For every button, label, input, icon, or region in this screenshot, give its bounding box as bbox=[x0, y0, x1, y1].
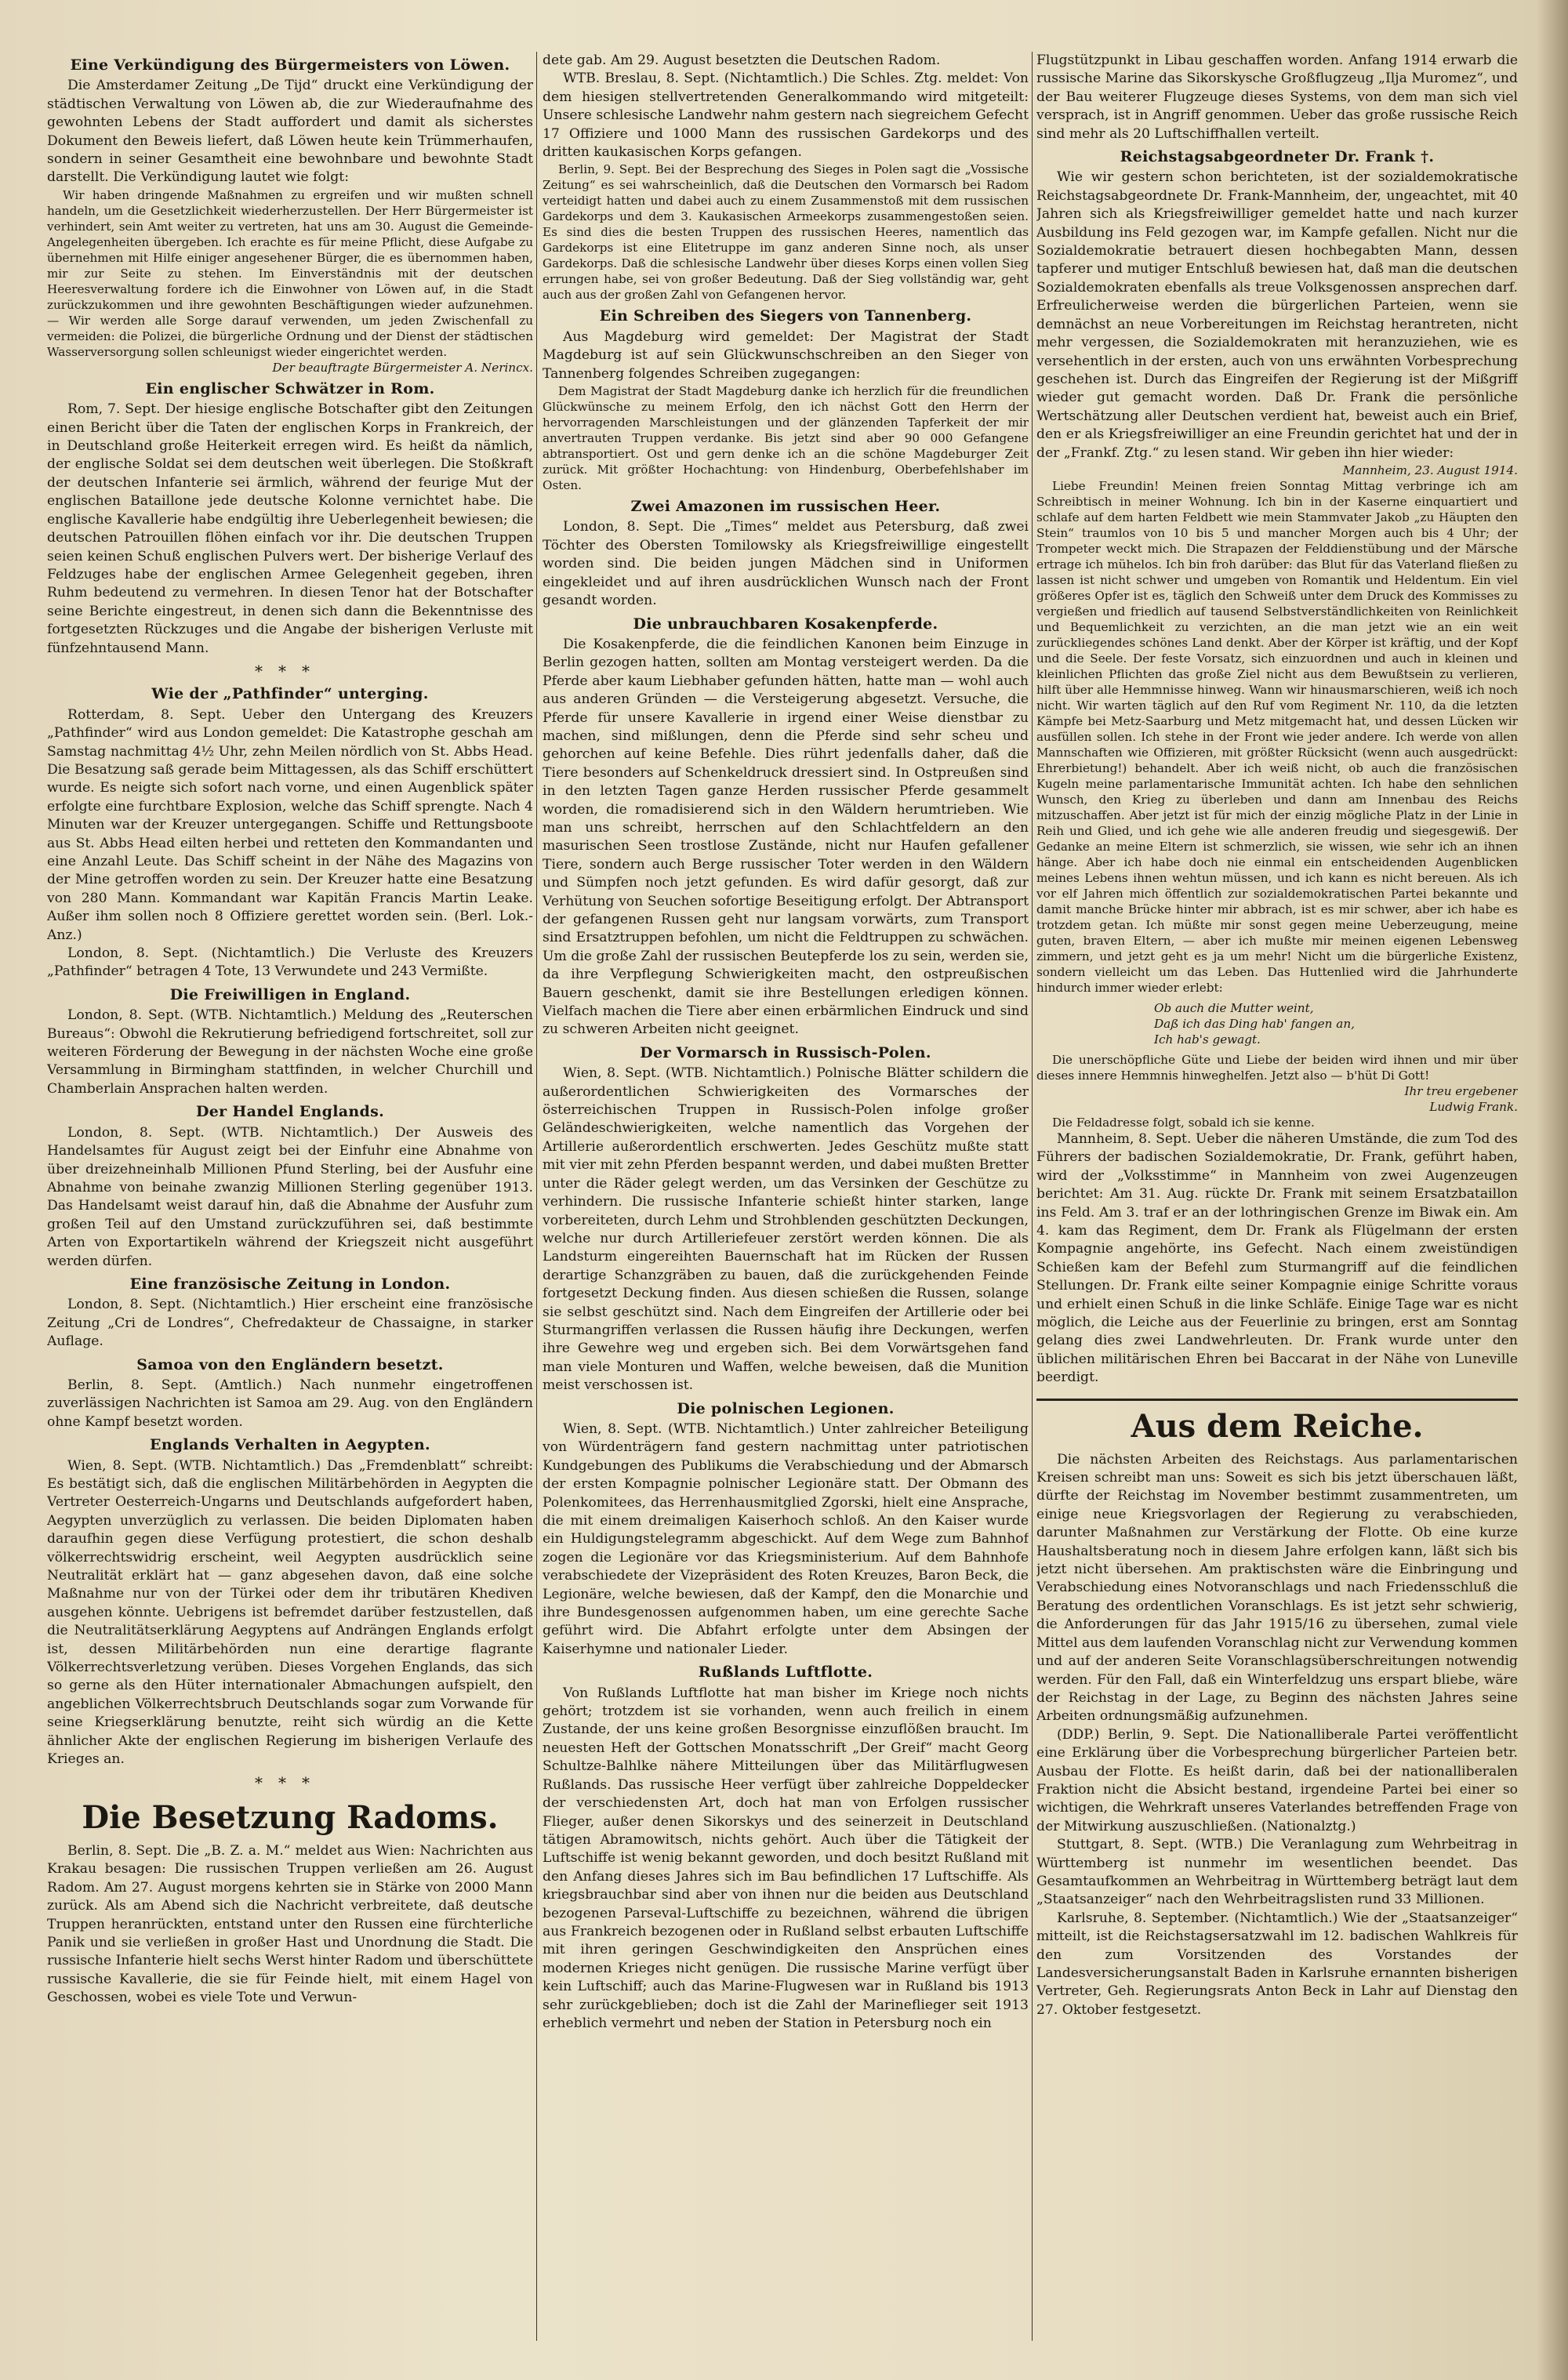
article-paragraph: Karlsruhe, 8. September. (Nichtamtlich.) Wie der „Staatsanzeiger“ mitteilt, ist die Reichstagsersatzwahl im 12. badischen Wahlkreis für den zum Vorsitzenden des Vorstandes der Landesversicherungsanstalt Baden in Karlsruhe ernannten bisherigen Vertreter, Geh. Regierungsrats Anton Beck in Lahr auf Dienstag den 27. Oktober festgesetzt. bbox=[1036, 1910, 1518, 2018]
page-edge-shadow bbox=[1537, 0, 1568, 2380]
headline: Englands Verhalten in Aegypten. bbox=[150, 1436, 430, 1454]
article-paragraph: Wien, 8. Sept. (WTB. Nichtamtlich.) Das „Fremdenblatt“ schreibt: Es bestätigt sich, daß die englischen Militärbehörden in Aegypten die Vertreter Oesterreich-Ungarns und Deutschlands aufgefordert haben, Aegypten unverzüglich zu verlassen. Die beiden Diplomaten haben daraufhin gegen diese Verfügung protestiert, die schon deshalb völkerrechtswidrig erscheint, weil Aegypten ausdrücklich seine Neutralität erklärt hat — ganz abgesehen davon, daß eine solche Maßnahme nur von der Türkei oder dem ihr tributären Khediven ausgehen könnte. Uebrigens ist befremdet darüber festzustellen, daß die Neutralitätserklärung Aegyptens auf Andrängen Englands erfolgt ist, dessen Militärbehörden nun eine derartige flagrante Völkerrechtsverletzung verüben. Dieses Vorgehen Englands, das sich so gerne als den Hüter internationaler Abmachungen aufspielt, den angeblichen Völkerrechtsbruch Deutschlands sogar zum Vorwande für seine Kriegserklärung benutzte, reiht sich würdig an die Kette ähnlicher Akte der englischen Regierung im bisherigen Verlaufe des Krieges an. bbox=[47, 1457, 533, 1768]
section-separator: *** bbox=[255, 661, 325, 680]
headline: Eine Verkündigung des Bürgermeisters von Löwen. bbox=[70, 56, 510, 74]
column-divider bbox=[536, 52, 537, 2341]
quoted-paragraph: Dem Magistrat der Stadt Magdeburg danke ich herzlich für die freundlichen Glückwünsche zu meinem Erfolg, den ich nächst Gott den Herrn der hervorragenden Marschleistungen und der glänzenden Tapferkeit der mir anvertrauten Truppen verdanke. Bis jetzt sind aber 90 000 Gefangene abtransportiert. Ost und gern denke ich an die schöne Magdeburger Zeit zurück. Mit größter Hochachtung: von Hindenburg, Oberbefehlshaber im Osten. bbox=[543, 384, 1029, 493]
letter-signature: Ludwig Frank. bbox=[1429, 1099, 1518, 1114]
letter-paragraph: Liebe Freundin! Meinen freien Sonntag Mittag verbringe ich am Schreibtisch in meiner Wohnung. Ich bin in der Kaserne einquartiert und schlafe auf dem harten Feldbett wie mein Stammvater Jakob „zu Häupten den Stein“ traumlos von 10 bis 5 und mancher Morgen auch bis 4 Uhr; der Trompeter weckt mich. Die Strapazen der Felddienstübung und der Märsche ertrage ich mühelos. Ich bin froh darüber: das Blut für das Vaterland fließen zu lassen ist nicht schwer und umgeben von Romantik und Heldentum. Ein viel größeres Opfer ist es, täglich den Schweiß unter dem Druck des Kommisses zu vergießen und friedlich auf tausend Selbstverständlichkeiten von Reinlichkeit und Bequemlichkeit zu verzichten, an die man jetzt wie an ein weit zurückliegendes schönes Land denkt. Aber der Körper ist kräftig, und der Kopf und die Seele. Der feste Vorsatz, sich einzuordnen und auch in kleinen und kleinlichen Pflichten das große Ziel nicht aus dem Bewußtsein zu verlieren, hilft über alle Hemmnisse hinweg. Wann wir hinausmarschieren, weiß ich noch nicht. Wir warten täglich auf den Ruf vom Regiment Nr. 110, da die letzten Kämpfe bei Metz-Saarburg und Metz mitgemacht hat, und dessen Lücken wir ausfüllen sollen. Ich stehe in der Front wie jeder andere. Ich werde von allen Mannschaften wie Offizieren, mit größter Rücksicht (wenn auch ausgedrückt: Ehrerbietung!) behandelt. Aber ich weiß nicht, ob auch die französischen Kugeln meine parlamentarische Immunität achten. Ich habe den sehnlichen Wunsch, den Krieg zu überleben und dann am Innenbau des Reichs mitzuschaffen. Aber jetzt ist für mich der einzig mögliche Platz in der Linie in Reih und Glied, und ich gehe wie alle anderen freudig und siegesgewiß. Der Gedanke an meine Eltern ist schmerzlich, sie wissen, wie sehr ich an ihnen hänge. Aber ich habe doch nie einmal ein entscheidenden Augenblicken meines Lebens ihnen wehtun müssen, und ich kann es nicht bereuen. Als ich vor elf Jahren mich öffentlich zur sozialdemokratischen Partei bekannte und damit manche Brücke hinter mir abbrach, ist es mir schwer, aber ich habe es trotzdem getan. Ich müßte mir sonst gegen meine Ueberzeugung, meine guten, braven Eltern, — aber ich mußte mir meinen eigenen Lebensweg zimmern, und jetzt geht es ja um mehr! Nicht um die bürgerliche Existenz, sondern vielleicht um das Leben. Das Huttenlied wird die Jahrhunderte hindurch immer wieder erlebt: bbox=[1036, 478, 1518, 995]
section-separator: *** bbox=[255, 1772, 325, 1792]
letter-date: Mannheim, 23. August 1914. bbox=[1342, 463, 1518, 477]
column-divider bbox=[1032, 52, 1033, 2341]
headline: Der Vormarsch in Russisch-Polen. bbox=[640, 1043, 931, 1061]
headline: Die Freiwilligen in England. bbox=[169, 985, 411, 1003]
letter-paragraph: Die unerschöpfliche Güte und Liebe der beiden wird ihnen und mir über dieses innere Hemmnis hinweghelfen. Jetzt also — b'hüt Di Gott! bbox=[1036, 1052, 1518, 1083]
article-paragraph: London, 8. Sept. Die „Times“ meldet aus Petersburg, daß zwei Töchter des Obersten Tomilowsky als Kriegsfreiwillige eingestellt worden sind. Die beiden jungen Mädchen sind in Uniformen eingekleidet und auf ihren ausdrücklichen Wunsch nach der Front gesandt worden. bbox=[543, 519, 1029, 609]
letter-postscript: Die Feldadresse folgt, sobald ich sie kenne. bbox=[1052, 1115, 1315, 1130]
column-2 bbox=[543, 52, 1029, 2349]
headline: Die unbrauchbaren Kosakenpferde. bbox=[633, 615, 938, 633]
article-paragraph: Die nächsten Arbeiten des Reichstags. Aus parlamentarischen Kreisen schreibt man uns: Soweit es sich bis jetzt überschauen läßt, dürfte der Reichstag im November bestimmt zusammentreten, um einige neue Kriegsvorlagen der Regierung zu verabschieden, darunter Maßnahmen zur Verstärkung der Flotte. Ob eine kurze Haushaltsberatung noch in diesem Jahre erfolgen kann, läßt sich bis jetzt nicht übersehen. Am praktischsten wäre die Einbringung und Verabschiedung eines Notvoranschlags und nach Friedensschluß die Beratung des ordentlichen Voranschlags. Es ist jetzt sehr schwierig, die Anforderungen für das Jahr 1915/16 zu übersehen, zumal viele Mittel aus dem laufenden Voranschlag nicht zur Verwendung kommen und auf der anderen Seite Voranschlagsüberschreitungen notwendig werden. Für den Fall, daß ein Winterfeldzug uns erspart bliebe, wäre der Reichstag in der Lage, zu Beginn des nächsten Jahres seine Arbeiten ordnungsmäßig aufzunehmen. bbox=[1036, 1451, 1518, 1725]
headline: Eine französische Zeitung in London. bbox=[129, 1275, 451, 1293]
article-paragraph: Berlin, 9. Sept. Bei der Besprechung des Sieges in Polen sagt die „Vossische Zeitung“ es sei wahrscheinlich, daß die Deutschen den Vormarsch bei Radom verteidigt hatten und dabei auch zu einem Zusammenstoß mit dem russischen Gardekorps und dem 3. Kaukasischen Armeekorps zusammengestoßen seien. Es sind dies die besten Truppen des russischen Heeres, namentlich das Gardekorps ist eine Elitetruppe im ganz anderen Sinne noch, als unser Gardekorps. Daß die schlesische Landwehr über dieses Korps einen vollen Sieg errungen habe, sei von großer Bedeutung. Daß der Sieg vollständig war, geht auch aus der großen Zahl von Gefangenen hervor. bbox=[543, 162, 1029, 303]
article-paragraph: WTB. Breslau, 8. Sept. (Nichtamtlich.) Die Schles. Ztg. meldet: Von dem hiesigen stellvertretenden Generalkommando wird mitgeteilt: Unsere schlesische Landwehr nahm gestern nach siegreichem Gefecht 17 Offiziere und 1000 Mann des russischen Gardekorps und des dritten kaukasischen Korps gefangen. bbox=[543, 71, 1029, 161]
poem-line: Daß ich das Ding hab' fangen an, bbox=[1154, 1016, 1355, 1031]
article-paragraph: London, 8. Sept. (Nichtamtlich.) Hier erscheint eine französische Zeitung „Cri de Londres“, Chefredakteur de Chassaigne, in starker Auflage. bbox=[47, 1297, 533, 1350]
poem-line: Ob auch die Mutter weint, bbox=[1154, 1000, 1314, 1015]
letter-greeting: Ihr treu ergebener bbox=[1404, 1083, 1518, 1098]
article-paragraph: Flugstützpunkt in Libau geschaffen worden. Anfang 1914 erwarb die russische Marine das Sikorskysche Großflugzeug „Ilja Muromez“, und der Bau weiterer Flugzeuge dieses Systems, von dem man sich viel versprach, ist in Angriff genommen. Ueber das große russische Reich sind mehr als 20 Luftschiffhallen verteilt. bbox=[1036, 53, 1518, 142]
article-paragraph: Berlin, 8. Sept. (Amtlich.) Nach nunmehr eingetroffenen zuverlässigen Nachrichten ist Samoa am 29. Aug. von den Engländern ohne Kampf besetzt worden. bbox=[47, 1377, 533, 1430]
article-paragraph: Die Amsterdamer Zeitung „De Tijd“ druckt eine Verkündigung der städtischen Verwaltung von Löwen ab, die zur Wiederaufnahme des gewohnten Lebens der Stadt auffordert und damit als sicherstes Dokument den Beweis liefert, daß Löwen heute kein Trümmerhaufen, sondern in seiner Gesamtheit eine bewohnbare und bewohnte Stadt darstellt. Die Verkündigung lautet wie folgt: bbox=[47, 78, 533, 186]
article-paragraph: Wie wir gestern schon berichteten, ist der sozialdemokratische Reichstagsabgeordnete Dr. Frank-Mannheim, der, ungeachtet, mit 40 Jahren sich als Kriegsfreiwilliger gemeldet hatte und nach kurzer Ausbildung ins Feld gezogen war, im Kampfe gefallen. Nicht nur die Sozialdemokratie betrauert diesen hochbegabten Mann, dessen tapferer und mutiger Entschluß bewiesen hat, daß man die deutschen Sozialdemokraten ebenfalls als treue Volksgenossen ansprechen darf. Erfreulicherweise werden die bürgerlichen Parteien, wenn sie demnächst an neue Vorbereitungen im Reichstag herantreten, nicht mehr vergessen, die Sozialdemokraten mit heranzuziehen, wie es versehentlich in der ersten, auch von uns erwähnten Vorbesprechung geschehen ist. Durch das Eingreifen der Regierung ist der Mißgriff wieder gut gemacht worden. Daß Dr. Frank die persönliche Wertschätzung aller Deutschen verdient hat, beweist auch ein Brief, den er als Kriegsfreiwilliger an eine Freundin gerichtet hat und der in der „Frankf. Ztg.“ zu lesen stand. Wir geben ihn hier wieder: bbox=[1036, 169, 1518, 461]
article-paragraph: Die Kosakenpferde, die die feindlichen Kanonen beim Einzuge in Berlin gezogen hatten, sollten am Montag versteigert werden. Da die Pferde aber kaum Liebhaber gefunden hätten, hatte man — wohl auch aus anderen Gründen — die Versteigerung abgesetzt. Versuche, die Pferde für unsere Kavallerie in irgend einer Weise dienstbar zu machen, sind mißlungen, denn die Pferde sind sehr scheu und gehorchen auf keine Befehle. Dies rührt jedenfalls daher, daß die Tiere besonders auf Schenkeldruck dressiert sind. In Ostpreußen sind in den letzten Tagen ganze Herden russischer Pferde gesammelt worden, die romadisierend sich in den Wäldern herumtrieben. Wie man uns schreibt, herrschen auf den Schlachtfeldern an den masurischen Seen trostlose Zustände, nicht nur Haufen gefallener Tiere, sondern auch Berge russischer Toter werden in den Wäldern und Sümpfen noch jetzt gefunden. Es wird dafür gesorgt, daß zur Verhütung von Seuchen sofortige Beseitigung erfolgt. Der Abtransport der gefangenen Russen geht nur langsam vorwärts, zum Transport sind Ersatztruppen befohlen, um nicht die Feldtruppen zu schwächen. Um die große Zahl der russischen Beutepferde los zu sein, werden sie, da ihre Verpflegung Schwierigkeiten macht, den ostpreußischen Bauern geschenkt, damit sie ihre Bestellungen erledigen können. Vielfach machen die Tiere aber einen erbärmlichen Eindruck und sind zu schweren Arbeiten nicht geeignet. bbox=[543, 636, 1029, 1038]
poem bbox=[1036, 1000, 1518, 1047]
article-paragraph: Wien, 8. Sept. (WTB. Nichtamtlich.) Unter zahlreicher Beteiligung von Würdenträgern fand gestern nachmittag unter patriotischen Kundgebungen des Publikums die Verabschiedung und der Abmarsch der ersten Kompagnie polnischer Legionäre statt. Der Obmann des Polenkomitees, das Herrenhausmitglied Zgorski, hielt eine Ansprache, die mit einem dreimaligen Kaiserhoch schloß. An den Kaiser wurde ein Huldigungstelegramm abgeschickt. Auf dem Wege zum Bahnhof zogen die Legionäre vor das Kriegsministerium. Auf dem Bahnhofe verabschiedete der Vizepräsident des Roten Kreuzes, Baron Beck, die Legionäre, welche bewiesen, daß der Kampf, den die Monarchie und ihre Bundesgenossen aufgenommen haben, um eine gerechte Sache geführt wird. Die Abfahrt erfolgte unter dem Absingen der Kaiserhymne und nationaler Lieder. bbox=[543, 1420, 1029, 1657]
headline: Die polnischen Legionen. bbox=[677, 1399, 895, 1417]
quoted-paragraph: Wir haben dringende Maßnahmen zu ergreifen und wir mußten schnell handeln, um die Gesetzlichkeit wiederherzustellen. Der Herr Bürgermeister ist verhindert, sein Amt weiter zu vertreten, hat uns am 30. August die Gemeinde-Angelegenheiten übergeben. Ich erachte es für meine Pflicht, diese Aufgabe zu übernehmen mit Hilfe einiger angesehener Bürger, die es übernommen haben, mir zur Seite zu stehen. Im Einverständnis mit der deutschen Heeresverwaltung fordere ich die Einwohner von Löwen auf, in die Stadt zurückzukommen und ihre gewohnten Beschäftigungen wieder aufzunehmen. — Wir werden alle Sorge darauf verwenden, um jeden Zwischenfall zu vermeiden: die Polizei, die bürgerliche Ordnung und der Dienst der städtischen Wasserversorgung sollen schleunigst wieder eingerichtet werden. bbox=[47, 187, 533, 359]
article-paragraph: Wien, 8. Sept. (WTB. Nichtamtlich.) Polnische Blätter schildern die außerordentlichen Schwierigkeiten des Vormarsches der österreichischen Truppen in Russisch-Polen infolge großer Geländeschwierigkeiten, welche namentlich das Vorgehen der Artillerie außerordentlich erschwerten. Jedes Geschütz mußte statt mit vier mit zehn Pferden bespannt werden, und dabei mußten Bretter unter die Räder gelegt werden, um das Versinken der Geschütze zu verhindern. Die russische Infanterie schießt hinter starken, lange vorbereiteten, durch Lehm und Strohblenden geschützten Deckungen, welche nur durch Artilleriefeuer zerstört werden können. Die als Landsturm eingereihten Bauernschaft hat im Rücken der Russen derartige Schanzgräben zu bauen, daß die zurückgehenden Feinde fortgesetzt Deckung finden. Aus diesen schießen die Russen, solange sie selbst geschützt sind. Nach dem Eingreifen der Artillerie oder bei Sturmangriffen verlassen die Russen häufig ihre Deckungen, werfen ihre Gewehre weg und ergeben sich. Bei dem Vorwärtsgehen fand man viele Monturen und Waffen, welche beweisen, daß die Munition meist verschossen ist. bbox=[543, 1065, 1029, 1394]
section-heading: Aus dem Reiche. bbox=[1131, 1407, 1424, 1445]
article-paragraph: London, 8. Sept. (Nichtamtlich.) Die Verluste des Kreuzers „Pathfinder“ betragen 4 Tote, 13 Verwundete und 243 Vermißte. bbox=[47, 945, 533, 980]
headline: Ein Schreiben des Siegers von Tannenberg. bbox=[599, 307, 972, 325]
signature: Der beauftragte Bürgermeister A. Nerincx. bbox=[272, 360, 533, 375]
article-paragraph: Aus Magdeburg wird gemeldet: Der Magistrat der Stadt Magdeburg ist auf sein Glückwunschschreiben an den Sieger von Tannenberg folgendes Schreiben zugegangen: bbox=[543, 328, 1029, 382]
headline: Wie der „Pathfinder“ unterging. bbox=[151, 685, 429, 703]
article-paragraph: Rom, 7. Sept. Der hiesige englische Botschafter gibt den Zeitungen einen Bericht über die Taten der englischen Korps in Frankreich, der in Deutschland große Heiterkeit erregen wird. Es heißt da nämlich, der englische Soldat sei dem deutschen weit überlegen. Die Stoßkraft der deutschen Infanterie sei ärmlich, während der feurige Mut der englischen Bataillone jede deutsche Kolonne vernichtet habe. Die englische Kavallerie habe endgültig ihre Ueberlegenheit bewiesen; die deutschen Patrouillen flöhen einfach vor ihr. Die deutschen Truppen seien keinen Schuß englischen Pulvers wert. Der bisherige Verlauf des Feldzuges habe der englischen Armee Gelegenheit gegeben, ihren Ruhm bedeutend zu vermehren. In diesen Tenor hat der Botschafter seine Berichte eingestreut, in denen sich dann die Bekenntnisse des fortgesetzten Rückzuges und die Angabe der bisherigen Verluste mit fünfzehntausend Mann. bbox=[47, 401, 533, 656]
column-1 bbox=[47, 52, 533, 2349]
headline: Ein englischer Schwätzer in Rom. bbox=[145, 379, 435, 397]
headline: Zwei Amazonen im russischen Heer. bbox=[630, 498, 941, 516]
poem-line: Ich hab's gewagt. bbox=[1154, 1032, 1261, 1047]
article-paragraph: Stuttgart, 8. Sept. (WTB.) Die Veranlagung zum Wehrbeitrag in Württemberg ist nunmehr im wesentlichen beendet. Das Gesamtaufkommen an Wehrbeitrag in Württemberg beträgt laut dem „Staatsanzeiger“ nach den Wehrbeitragslisten rund 33 Millionen. bbox=[1036, 1837, 1518, 1908]
column-3 bbox=[1036, 52, 1518, 2349]
article-paragraph: Berlin, 8. Sept. Die „B. Z. a. M.“ meldet aus Wien: Nachrichten aus Krakau besagen: Die russischen Truppen verließen am 26. August Radom. Am 27. August morgens kehrten sie in Stärke von 2000 Mann zurück. Als am Abend sich die Nachricht verbreitete, daß deutsche Truppen heranrückten, entstand unter den Russen eine fürchterliche Panik und sie verließen in großer Hast und Unordnung die Stadt. Die russische Infanterie hielt sechs Werst hinter Radom und überschüttete russische Kavallerie, die sie für Feinde hielt, mit einem Hagel von Geschossen, wobei es viele Tote und Verwun- bbox=[47, 1842, 533, 2006]
headline: Reichstagsabgeordneter Dr. Frank †. bbox=[1120, 148, 1435, 166]
headline: Der Handel Englands. bbox=[196, 1103, 384, 1121]
article-paragraph: London, 8. Sept. (WTB. Nichtamtlich.) Meldung des „Reuterschen Bureaus“: Obwohl die Rekrutierung befriedigend fortschreitet, soll zur weiteren Förderung der Bewegung in der nächsten Woche eine große Versammlung in Birmingham stattfinden, in welcher Churchill und Chamberlain Ansprachen halten werden. bbox=[47, 1007, 533, 1097]
article-paragraph: dete gab. Am 29. August besetzten die Deutschen Radom. bbox=[543, 53, 941, 68]
article-paragraph: London, 8. Sept. (WTB. Nichtamtlich.) Der Ausweis des Handelsamtes für August zeigt bei der Einfuhr eine Abnahme von über dreizehneinhalb Millionen Pfund Sterling, bei der Ausfuhr eine Abnahme von beinahe zwanzig Millionen Sterling gegenüber 1913. Das Handelsamt weist darauf hin, daß die Abnahme der Ausfuhr zum großen Teil auf den Umstand zurückzuführen sei, daß bestimmte Arten von Exportartikeln während der Kriegszeit nicht ausgeführt werden dürfen. bbox=[47, 1124, 533, 1269]
article-paragraph: (DDP.) Berlin, 9. Sept. Die Nationalliberale Partei veröffentlicht eine Erklärung über die Vorbesprechung bürgerlicher Parteien betr. Ausbau der Flotte. Es heißt darin, daß bei der nationalliberalen Fraktion nicht die Absicht bestand, irgendeine Partei bei einer so wichtigen, die Wehrkraft unseres Vaterlandes betreffenden Frage von der Mitwirkung auszuschließen. (Nationalztg.) bbox=[1036, 1726, 1518, 1834]
headline: Rußlands Luftflotte. bbox=[698, 1663, 873, 1682]
article-paragraph: Von Rußlands Luftflotte hat man bisher im Kriege noch nichts gehört; trotzdem ist sie vorhanden, wenn auch freilich in einem Zustande, der uns keine großen Besorgnisse einzuflößen braucht. Im neuesten Heft der Gottschen Monatsschrift „Der Greif“ macht Georg Schultze-Balhlke nähere Mitteilungen über das Militärflugwesen Rußlands. Das russische Heer verfügt über zahlreiche Doppeldecker der verschiedensten Art, doch hat man von Erfolgen russischer Flieger, außer denen Sikorskys und des seinerzeit in Deutschland tätigen Abramowitsch, nichts gehört. Auch über die Tätigkeit der Luftschiffe ist wenig bekannt geworden, und doch besitzt Rußland mit den Anfang dieses Jahres sich im Bau befindlichen 17 Luftschiffe. Als kriegsbrauchbar sind aber von ihnen nur die beiden aus Deutschland bezogenen Parseval-Luftschiffe zu bezeichnen, während die übrigen aus Frankreich bezogenen oder in Rußland selbst erbauten Luftschiffe mit ihren geringen Geschwindigkeiten den Ansprüchen eines modernen Krieges nicht genügen. Die russische Marine verfügt über kein Luftschiff; auch das Marine-Flugwesen war in Rußland bis 1913 sehr zurückgeblieben; doch ist die Zahl der Marineflieger seit 1913 erheblich vermehrt und neben der Station in Petersburg noch ein bbox=[543, 1685, 1029, 2031]
section-rule bbox=[1036, 1399, 1518, 1401]
article-paragraph: Rotterdam, 8. Sept. Ueber den Untergang des Kreuzers „Pathfinder“ wird aus London gemeldet: Die Katastrophe geschah am Samstag nachmittag 4½ Uhr, zehn Meilen nördlich von St. Abbs Head. Die Besatzung saß gerade beim Mittagessen, als das Schiff erschüttert wurde. Es neigte sich sofort nach vorne, und einen Augenblick später erfolgte eine furchtbare Explosion, welche das Schiff sprengte. Nach 4 Minuten war der Kreuzer untergegangen. Schiffe und Rettungsboote aus St. Abbs Head eilten herbei und retteten den Kommandanten und eine Anzahl Leute. Das Schiff scheint in der Nähe des Magazins von der Mine getroffen worden zu sein. Der Kreuzer hatte eine Besatzung von 280 Mann. Kommandant war Kapitän Francis Martin Leake. Außer ihm sollen noch 8 Offiziere gerettet worden sein. (Berl. Lok.-Anz.) bbox=[47, 706, 533, 943]
article-paragraph: Mannheim, 8. Sept. Ueber die näheren Umstände, die zum Tod des Führers der badischen Sozialdemokratie, Dr. Frank, geführt haben, wird der „Volksstimme“ in Mannheim von zwei Augenzeugen berichtet: Am 31. Aug. rückte Dr. Frank mit seinem Ersatzbataillon ins Feld. Am 3. traf er an der lothringischen Grenze im Biwak ein. Am 4. kam das Regiment, dem Dr. Frank als Flügelmann der ersten Kompagnie angehörte, ins Gefecht. Nach einem zweistündigen Schießen kam der Befehl zum Sturmangriff auf die feindlichen Stellungen. Dr. Frank eilte seiner Kompagnie einige Schritte voraus und erhielt einen Schuß in die linke Schläfe. Einige Tage war es nicht möglich, die Leiche aus der Feuerlinie zu bringen, erst am Sonntag gelang dies zwei Landwehrleuten. Dr. Frank wurde unter den üblichen militärischen Ehren bei Baccarat in der Nähe von Luneville beerdigt. bbox=[1036, 1130, 1518, 1386]
headline: Samoa von den Engländern besetzt. bbox=[136, 1355, 444, 1373]
headline-large: Die Besetzung Radoms. bbox=[82, 1798, 499, 1836]
